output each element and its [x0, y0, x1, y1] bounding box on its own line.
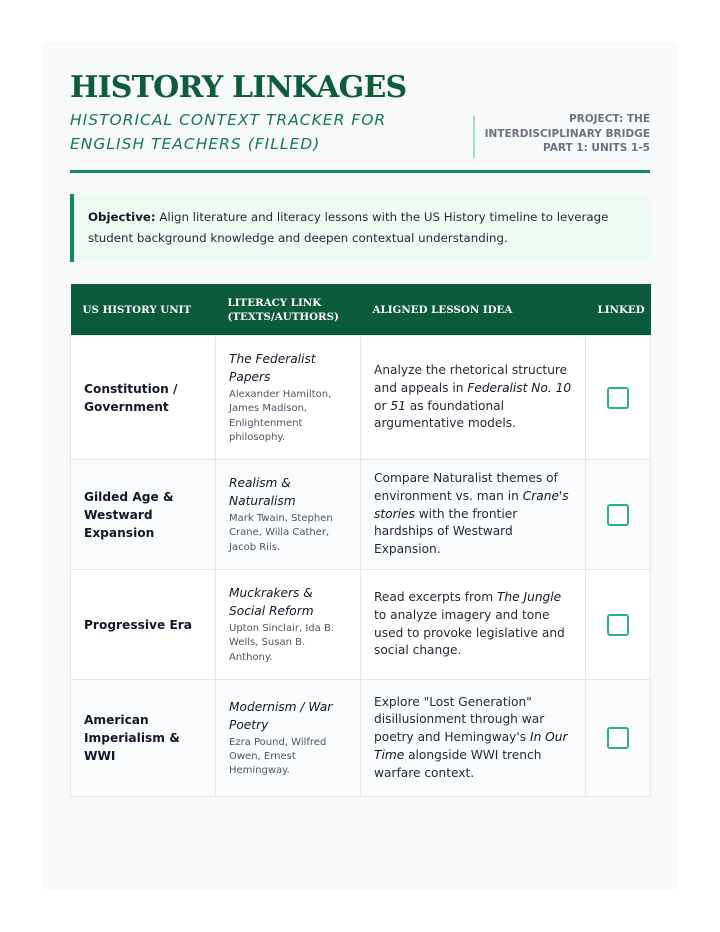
lesson-emphasis: Federalist No. 10 [467, 380, 572, 395]
table-row [71, 336, 651, 460]
project-line-3: PART 1: UNITS 1-5 [542, 142, 650, 154]
lesson-cell [361, 680, 586, 797]
lesson-text: Compare Naturalist themes of environment vs. man in [374, 471, 558, 503]
text-title: Modernism / War Poetry [229, 699, 333, 732]
literacy-link-cell [216, 460, 361, 570]
table-body [71, 336, 651, 797]
table-row [71, 460, 651, 570]
worksheet-page [42, 42, 678, 890]
column-header-literacy-link-line-2: (TEXTS/AUTHORS) [227, 310, 339, 323]
unit-cell [71, 336, 216, 460]
lesson-idea [374, 694, 572, 783]
lesson-cell [361, 570, 586, 680]
linked-checkbox[interactable] [607, 387, 629, 409]
column-header-literacy-link-line-1: LITERACY LINK [227, 296, 322, 309]
page-subtitle: HISTORICAL CONTEXT TRACKER FOR ENGLISH TEACHERS (FILLED) [70, 111, 387, 153]
unit-cell [71, 680, 216, 797]
objective-box [70, 194, 650, 262]
tracker-table [70, 284, 651, 797]
page-title: HISTORY LINKAGES [70, 70, 407, 105]
text-title: The Federalist Papers [229, 352, 316, 385]
lesson-text: Read excerpts from [374, 589, 497, 604]
lesson-emphasis: 51 [390, 398, 406, 413]
column-header-linked: LINKED [586, 284, 651, 336]
unit-cell [71, 460, 216, 570]
lesson-emphasis: Crane's stories [374, 488, 569, 521]
unit-name: Progressive Era [84, 617, 193, 632]
text-title: Muckrakers & Social Reform [229, 586, 314, 619]
lesson-cell [361, 336, 586, 460]
lesson-text: Analyze the rhetorical structure and appeals in [374, 362, 568, 395]
column-header-literacy-link [216, 284, 361, 336]
unit-name: Constitution / Government [84, 381, 178, 414]
lesson-cell [361, 460, 586, 570]
linked-cell [586, 680, 651, 797]
unit-name: American Imperialism & WWI [84, 713, 180, 763]
lesson-text: Explore "Lost Generation" disillusionment through war poetry and Hemingway's [374, 694, 545, 745]
text-authors: Upton Sinclair, Ida B. Wells, Susan B. Anthony. [229, 623, 334, 663]
text-title: Realism & Naturalism [229, 476, 296, 509]
linked-checkbox[interactable] [607, 614, 629, 636]
objective-text: Align literature and literacy lessons with the US History timeline to leverage student background knowledge and deepen contextual understanding. [88, 210, 609, 245]
literacy-link-cell [216, 570, 361, 680]
lesson-emphasis: The Jungle [496, 589, 562, 604]
objective-label: Objective: [88, 210, 156, 224]
header-rule [70, 170, 650, 173]
project-info [474, 112, 650, 156]
linked-checkbox[interactable] [607, 727, 629, 749]
linked-cell [586, 570, 651, 680]
text-authors: Mark Twain, Stephen Crane, Willa Cather, Jacob Riis. [229, 513, 333, 553]
unit-cell [71, 570, 216, 680]
table-row [71, 680, 651, 797]
project-line-1: PROJECT: THE [568, 113, 650, 125]
lesson-text: with the frontier hardships of Westward Expansion. [374, 506, 518, 557]
unit-name: Gilded Age & Westward Expansion [84, 489, 174, 540]
lesson-text: as foundational argumentative models. [374, 398, 516, 431]
column-header-unit: US HISTORY UNIT [71, 284, 216, 336]
table-header-row [71, 284, 651, 336]
linked-checkbox[interactable] [607, 504, 629, 526]
lesson-text: alongside WWI trench warfare context. [374, 747, 542, 780]
lesson-idea [374, 362, 572, 433]
lesson-idea [374, 589, 572, 660]
literacy-link-cell [216, 680, 361, 797]
text-authors: Alexander Hamilton, James Madison, Enlightenment philosophy. [229, 389, 332, 443]
page-header [70, 70, 650, 174]
lesson-text: or [374, 398, 391, 413]
column-header-lesson: ALIGNED LESSON IDEA [361, 284, 586, 336]
project-line-2: INTERDISCIPLINARY BRIDGE [484, 127, 650, 140]
linked-cell [586, 336, 651, 460]
literacy-link-cell [216, 336, 361, 460]
lesson-idea [374, 470, 572, 559]
linked-cell [586, 460, 651, 570]
lesson-text: to analyze imagery and tone used to provoke legislative and social change. [374, 607, 565, 658]
table-row [71, 570, 651, 680]
lesson-emphasis: In Our Time [374, 730, 568, 762]
text-authors: Ezra Pound, Wilfred Owen, Ernest Hemingway. [229, 736, 327, 777]
